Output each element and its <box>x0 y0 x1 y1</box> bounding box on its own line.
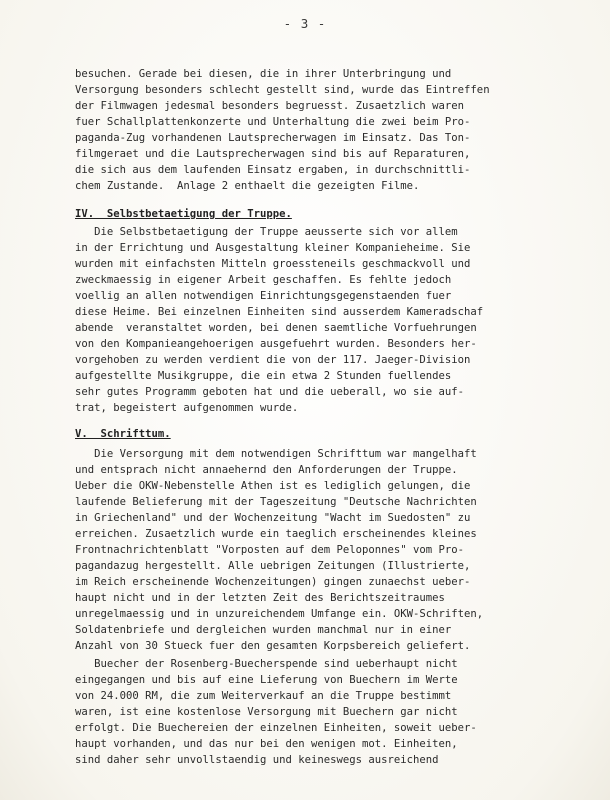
text-line: von den Kompanieangehoerigen ausgefuehrt wurden. Besonders her- <box>75 338 477 350</box>
text-line: laufende Belieferung mit der Tageszeitung "Deutsche Nachrichten <box>75 496 477 508</box>
text-line: in der Errichtung und Ausgestaltung kleiner Kompanieheime. Sie <box>75 242 471 254</box>
text-line: waren, ist eine kostenlose Versorgung mit Buechern gar nicht <box>75 706 458 718</box>
text-line: erfolgt. Die Buechereien der einzelnen Einheiten, soweit ueber- <box>75 722 477 734</box>
section-heading: V. Schrifttum. <box>75 428 171 440</box>
text-line: voellig an allen notwendigen Einrichtungsgegenstaenden fuer <box>75 290 452 302</box>
text-line: abende veranstaltet worden, bei denen saemtliche Vorfuehrungen <box>75 322 477 334</box>
text-line: erreichen. Zusaetzlich wurde ein taeglich erscheinendes kleines <box>75 528 477 540</box>
text-line: filmgeraet und die Lautsprecherwagen sind bis auf Reparaturen, <box>75 148 471 160</box>
text-line: in Griechenland" und der Wochenzeitung "Wacht im Suedosten" zu <box>75 512 471 524</box>
text-line: wurden mit einfachsten Mitteln groessteneils geschmackvoll und <box>75 258 471 270</box>
text-line: von 24.000 RM, die zum Weiterverkauf an die Truppe bestimmt <box>75 690 452 702</box>
text-line: haupt vorhanden, und das nur bei den wenigen mot. Einheiten, <box>75 738 458 750</box>
text-line: Frontnachrichtenblatt "Vorposten auf dem Peloponnes" vom Pro- <box>75 544 465 556</box>
page-number: - 3 - <box>283 16 327 31</box>
text-line: zweckmaessig in eigener Arbeit geschaffen. Es fehlte jedoch <box>75 274 452 286</box>
text-line: trat, begeistert aufgenommen wurde. <box>75 402 299 414</box>
text-line: Die Selbstbetaetigung der Truppe aeusserte sich vor allem <box>75 226 458 238</box>
text-line: aufgestellte Musikgruppe, die ein etwa 2 Stunden fuellendes <box>75 370 452 382</box>
text-line: Die Versorgung mit dem notwendigen Schrifttum war mangelhaft <box>75 448 477 460</box>
text-line: fuer Schallplattenkonzerte und Unterhaltung die zwei beim Pro- <box>75 116 471 128</box>
text-line: der Filmwagen jedesmal besonders begruesst. Zusaetzlich waren <box>75 100 465 112</box>
text-line: Anzahl von 30 Stueck fuer den gesamten Korpsbereich geliefert. <box>75 640 471 652</box>
section-heading: IV. Selbstbetaetigung der Truppe. <box>75 208 292 220</box>
text-line: Versorgung besonders schlecht gestellt sind, wurde das Eintreffen <box>75 84 490 96</box>
text-line: unregelmaessig und in unzureichendem Umfange ein. OKW-Schriften, <box>75 608 484 620</box>
text-line: sehr gutes Programm geboten hat und die ueberall, wo sie auf- <box>75 386 465 398</box>
text-line: und entsprach nicht annaehernd den Anforderungen der Truppe. <box>75 464 458 476</box>
text-line: die sich aus dem laufenden Einsatz ergaben, in durchschnittli- <box>75 164 471 176</box>
text-line: paganda-Zug vorhandenen Lautsprecherwagen im Einsatz. Das Ton- <box>75 132 471 144</box>
text-line: haupt nicht und in der letzten Zeit des Berichtszeitraumes <box>75 592 445 604</box>
text-line: diese Heime. Bei einzelnen Einheiten sind ausserdem Kameradschaf <box>75 306 484 318</box>
text-line: chem Zustande. Anlage 2 enthaelt die gezeigten Filme. <box>75 180 420 192</box>
text-line: Buecher der Rosenberg-Buecherspende sind ueberhaupt nicht <box>75 658 458 670</box>
text-line: besuchen. Gerade bei diesen, die in ihrer Unterbringung und <box>75 68 452 80</box>
text-line: im Reich erscheinende Wochenzeitungen) gingen zunaechst ueber- <box>75 576 471 588</box>
text-line: vorgehoben zu werden verdient die von der 117. Jaeger-Division <box>75 354 471 366</box>
text-line: Soldatenbriefe und dergleichen wurden manchmal nur in einer <box>75 624 452 636</box>
text-line: sind daher sehr unvollstaendig und keineswegs ausreichend <box>75 754 439 766</box>
text-line: eingegangen und bis auf eine Lieferung von Buechern im Werte <box>75 674 458 686</box>
text-line: Ueber die OKW-Nebenstelle Athen ist es lediglich gelungen, die <box>75 480 471 492</box>
text-line: pagandazug hergestellt. Alle uebrigen Zeitungen (Illustrierte, <box>75 560 471 572</box>
